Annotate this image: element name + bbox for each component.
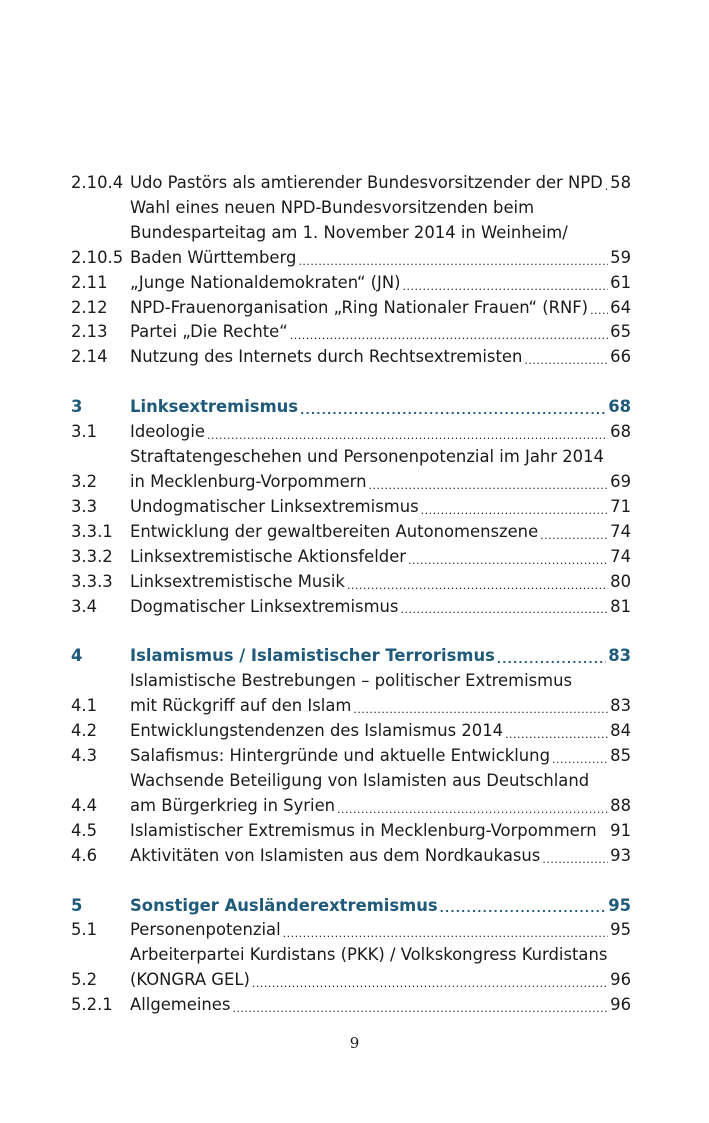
toc-entry-title-line: Entwicklungstendenzen des Islamismus 2014 (130, 721, 504, 741)
toc-entry-number: 3 (71, 397, 83, 417)
toc-entry-title-line: „Junge Nationaldemokraten“ (JN) (130, 272, 401, 292)
toc-entry-title-line: Arbeiterpartei Kurdistans (PKK) / Volkskongress Kurdistans (130, 945, 608, 965)
toc-entry-body (130, 844, 631, 869)
dot-leader (421, 502, 609, 520)
dot-leader (605, 178, 608, 196)
toc-entry-page: 59 (610, 247, 631, 267)
toc-entry-title-line: NPD-Frauenorganisation „Ring Nationaler Frauen“ (RNF) (130, 297, 589, 317)
toc-entry[interactable] (71, 171, 631, 196)
toc-chapter-entry[interactable] (71, 644, 631, 669)
dot-leader (252, 975, 608, 993)
toc-entry-page: 91 (610, 820, 631, 840)
toc-entry-title-line: Islamistische Bestrebungen – politischer Extremismus (130, 671, 573, 691)
dot-leader (403, 278, 609, 296)
toc-entry-page: 95 (610, 920, 631, 940)
toc-entry-number: 4 (71, 646, 83, 666)
toc-entry-number: 3.3 (71, 496, 98, 516)
table-of-contents (71, 171, 631, 1018)
toc-entry-page: 83 (610, 696, 631, 716)
dot-leader (552, 751, 608, 769)
toc-entry[interactable] (71, 844, 631, 869)
toc-entry[interactable] (71, 345, 631, 370)
toc-entry-body (130, 171, 631, 196)
toc-entry[interactable] (71, 669, 631, 719)
toc-entry-body (130, 320, 631, 345)
toc-entry-number: 4.6 (71, 845, 98, 865)
toc-entry-page: 95 (608, 895, 631, 915)
toc-entry-body (130, 570, 631, 595)
toc-entry-body (130, 545, 631, 570)
dot-leader (298, 253, 608, 271)
toc-entry[interactable] (71, 296, 631, 321)
toc-entry-body (130, 943, 631, 993)
toc-entry-page: 61 (610, 272, 631, 292)
toc-entry-page: 74 (610, 546, 631, 566)
toc-entry[interactable] (71, 196, 631, 271)
toc-entry-number: 3.3.3 (71, 571, 113, 591)
toc-entry-title-line: Bundesparteitag am 1. November 2014 in Weinheim/ (130, 222, 568, 242)
toc-entry-title-line: Linksextremismus (130, 397, 299, 417)
toc-entry-title-line: Undogmatischer Linksextremismus (130, 496, 419, 516)
dot-leader (347, 577, 608, 595)
toc-entry-title-line: Allgemeines (130, 995, 231, 1015)
chapter-gap (71, 370, 631, 395)
dot-leader (353, 701, 608, 719)
toc-chapter-entry[interactable] (71, 894, 631, 919)
dot-leader (590, 302, 608, 320)
toc-entry[interactable] (71, 993, 631, 1018)
toc-entry-title-line: Straftatengeschehen und Personenpotenzial im Jahr 2014 (130, 447, 604, 467)
toc-entry-title-line: Dogmatischer Linksextremismus (130, 596, 399, 616)
toc-entry-body (130, 495, 631, 520)
toc-entry-number: 4.5 (71, 820, 98, 840)
toc-entry-page: 58 (610, 173, 631, 192)
toc-entry-body (130, 395, 631, 420)
toc-entry-body (130, 993, 631, 1018)
toc-entry-page: 69 (610, 471, 631, 491)
toc-entry-title-line: Entwicklung der gewaltbereiten Autonomenszene (130, 521, 539, 541)
page-number: 9 (349, 1034, 360, 1052)
toc-entry-title-line: Linksextremistische Aktionsfelder (130, 546, 407, 566)
toc-entry-number: 2.10.5 (71, 247, 124, 267)
toc-entry-number: 3.4 (71, 596, 98, 616)
toc-entry-number: 2.10.4 (71, 173, 124, 192)
toc-entry-body (130, 744, 631, 769)
toc-entry-title-line: Sonstiger Ausländerextremismus (130, 895, 438, 915)
toc-entry[interactable] (71, 445, 631, 495)
toc-entry-title-line: Aktivitäten von Islamisten aus dem Nordkaukasus (130, 845, 541, 865)
dot-leader (337, 801, 608, 819)
toc-entry[interactable] (71, 769, 631, 819)
toc-entry-body (130, 819, 631, 844)
toc-entry-number: 4.4 (71, 795, 98, 815)
toc-entry-title-line: Wachsende Beteiligung von Islamisten aus Deutschland (130, 770, 590, 790)
toc-entry-page: 68 (610, 422, 631, 442)
toc-entry-title-line: Linksextremistische Musik (130, 571, 345, 591)
toc-chapter-entry[interactable] (71, 395, 631, 420)
toc-entry-number: 3.2 (71, 471, 98, 491)
toc-entry-title-line: Islamistischer Extremismus in Mecklenburg-Vorpommern (130, 820, 597, 840)
toc-entry-title-line: Baden Württemberg (130, 247, 297, 267)
toc-entry-title-line: Partei „Die Rechte“ (130, 322, 288, 342)
toc-entry-page: 68 (608, 397, 631, 417)
dot-leader (505, 726, 608, 744)
toc-entry[interactable] (71, 545, 631, 570)
dot-leader (542, 851, 608, 869)
toc-entry-number: 5.1 (71, 920, 98, 940)
toc-entry-body (130, 719, 631, 744)
toc-entry-body (130, 644, 631, 669)
dot-leader (290, 327, 608, 345)
toc-entry-title-line: Nutzung des Internets durch Rechtsextremisten (130, 347, 523, 367)
toc-entry-number: 2.11 (71, 272, 108, 292)
toc-entry-number: 5 (71, 895, 83, 915)
toc-entry-title-line: Ideologie (130, 422, 205, 442)
dot-leader (400, 601, 608, 619)
toc-entry-page: 93 (610, 845, 631, 865)
toc-entry[interactable] (71, 320, 631, 345)
toc-entry-number: 3.3.1 (71, 521, 113, 541)
toc-entry-page: 84 (610, 721, 631, 741)
dot-leader (283, 925, 609, 943)
toc-entry-body (130, 196, 631, 271)
toc-entry-number: 5.2 (71, 970, 98, 990)
toc-entry-title-line: Wahl eines neuen NPD-Bundesvorsitzenden beim (130, 197, 535, 217)
toc-entry-body (130, 345, 631, 370)
toc-entry[interactable] (71, 495, 631, 520)
dot-leader (207, 427, 608, 445)
dot-leader (232, 1000, 608, 1018)
toc-entry-body (130, 520, 631, 545)
toc-entry[interactable] (71, 520, 631, 545)
toc-entry[interactable] (71, 271, 631, 296)
toc-entry-title-line: Personenpotenzial (130, 920, 281, 940)
toc-entry-number: 4.1 (71, 696, 98, 716)
toc-entry-number: 2.13 (71, 322, 108, 342)
toc-entry-number: 4.2 (71, 721, 98, 741)
toc-entry[interactable] (71, 570, 631, 595)
toc-entry-title-line: in Mecklenburg-Vorpommern (130, 471, 367, 491)
toc-entry-body (130, 420, 631, 445)
toc-entry[interactable] (71, 719, 631, 744)
toc-entry-page: 96 (610, 995, 631, 1015)
dot-leader (440, 900, 607, 918)
toc-entry-number: 4.3 (71, 746, 98, 766)
toc-entry-page: 71 (610, 496, 631, 516)
toc-entry-page: 88 (610, 795, 631, 815)
toc-entry-page: 81 (610, 596, 631, 616)
toc-entry[interactable] (71, 595, 631, 620)
toc-entry[interactable] (71, 819, 631, 844)
toc-entry-page: 66 (610, 347, 631, 367)
toc-entry-number: 2.12 (71, 297, 108, 317)
toc-entry-title-line: Islamismus / Islamistischer Terrorismus (130, 646, 495, 666)
toc-entry[interactable] (71, 744, 631, 769)
toc-entry-body (130, 669, 631, 719)
toc-entry-page: 80 (610, 571, 631, 591)
toc-entry-body (130, 445, 631, 495)
toc-entry-page: 64 (610, 297, 631, 317)
toc-entry-title-line: Udo Pastörs als amtierender Bundesvorsitzender der NPD (130, 173, 603, 192)
toc-entry-body (130, 595, 631, 620)
toc-entry-page: 96 (610, 970, 631, 990)
dot-leader (408, 552, 608, 570)
toc-entry[interactable] (71, 918, 631, 943)
toc-entry-body (130, 894, 631, 919)
toc-entry-body (130, 918, 631, 943)
chapter-gap (71, 619, 631, 644)
toc-entry-body (130, 769, 631, 819)
toc-entry-title-line: am Bürgerkrieg in Syrien (130, 795, 336, 815)
toc-entry-number: 3.1 (71, 422, 98, 442)
toc-entry-body (130, 271, 631, 296)
toc-entry-body (130, 296, 631, 321)
toc-entry-page: 83 (608, 646, 631, 666)
toc-entry-number: 3.3.2 (71, 546, 113, 566)
toc-entry-title-line: mit Rückgriff auf den Islam (130, 696, 352, 716)
toc-entry-page: 85 (610, 746, 631, 766)
toc-entry-number: 5.2.1 (71, 995, 113, 1015)
chapter-gap (71, 869, 631, 894)
dot-leader (300, 402, 606, 420)
toc-entry[interactable] (71, 420, 631, 445)
toc-entry-title-line: (KONGRA GEL) (130, 970, 250, 990)
dot-leader (497, 651, 606, 669)
toc-entry-title-line: Salafismus: Hintergründe und aktuelle Entwicklung (130, 746, 550, 766)
dot-leader (369, 477, 609, 495)
toc-entry-page: 74 (610, 521, 631, 541)
toc-entry-number: 2.14 (71, 347, 108, 367)
toc-entry-page: 65 (610, 322, 631, 342)
dot-leader (540, 527, 608, 545)
dot-leader (524, 352, 608, 370)
toc-entry[interactable] (71, 943, 631, 993)
